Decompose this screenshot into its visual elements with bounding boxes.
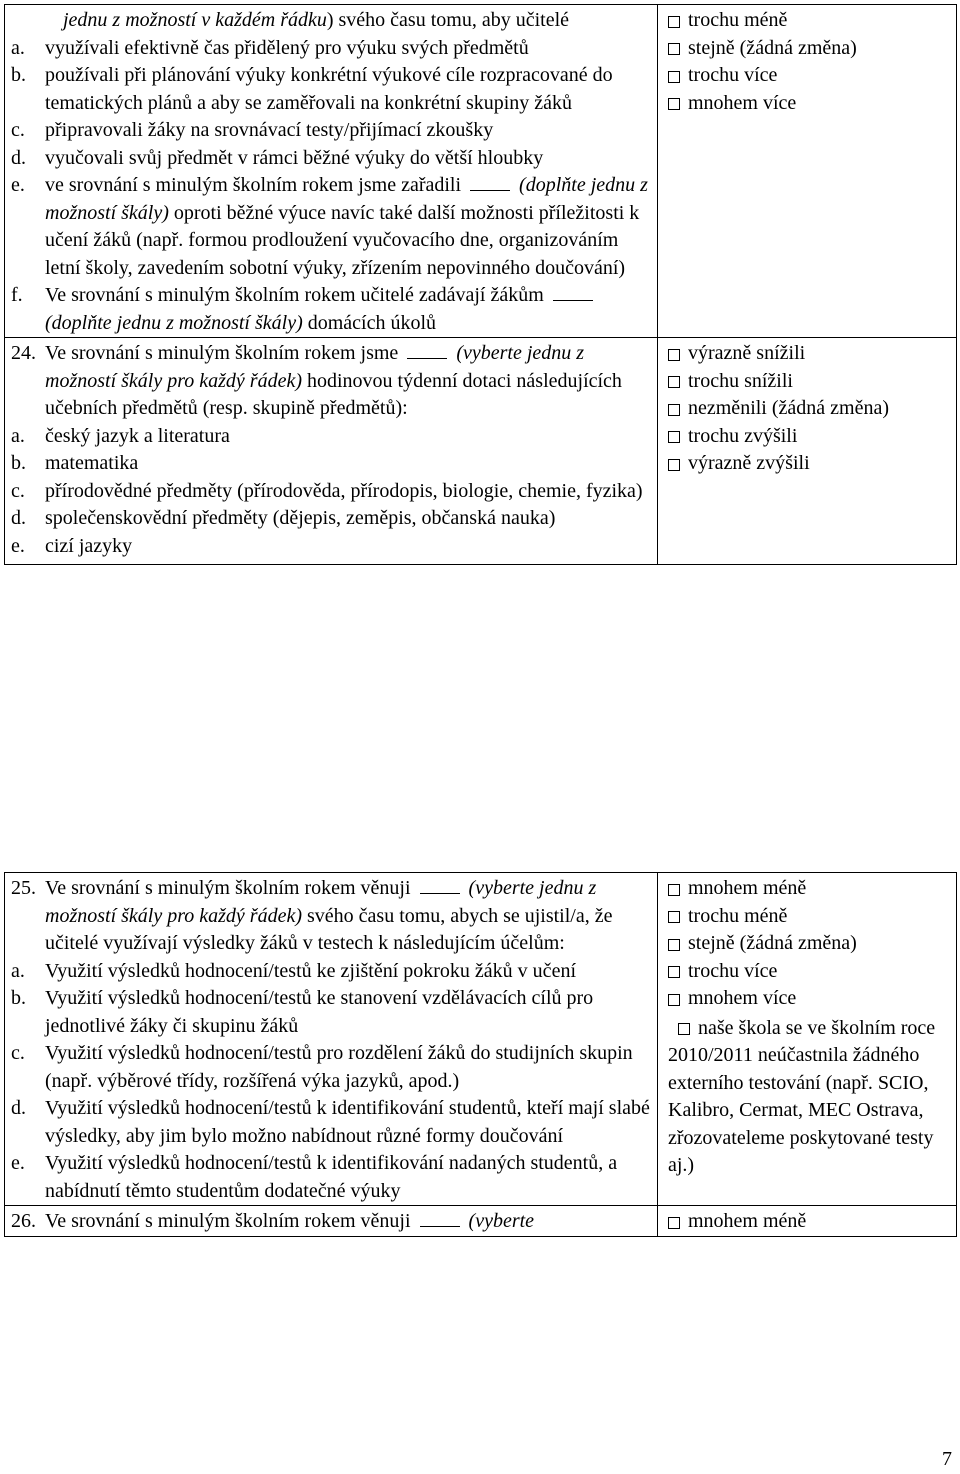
item-text: vyučovali svůj předmět v rámci běžné výuky do větší hloubky xyxy=(45,146,544,169)
page-number: 7 xyxy=(942,1448,952,1470)
list-item xyxy=(11,1095,651,1150)
item-letter: b. xyxy=(11,64,26,86)
options-24 xyxy=(658,338,957,565)
option-label: stejně (žádná změna) xyxy=(688,36,857,59)
option-label: mnohem více xyxy=(688,91,797,114)
scale-option[interactable] xyxy=(668,340,952,368)
list-item xyxy=(11,423,651,451)
checkbox[interactable] xyxy=(668,911,680,923)
question-block-1 xyxy=(5,5,658,338)
option-label: výrazně zvýšili xyxy=(688,452,810,474)
scale-option[interactable] xyxy=(668,930,952,958)
item-letter: c. xyxy=(11,119,25,141)
scale-option[interactable] xyxy=(668,35,952,63)
scale-option[interactable] xyxy=(668,62,952,90)
item-text: cizí jazyky xyxy=(45,534,133,557)
item-text: používali při plánování výuky konkrétní výukové cíle rozpracované do tematických plánů a aby se zaměřovali na konkrétní skupiny žáků xyxy=(45,64,613,114)
option-label: trochu zvýšili xyxy=(688,424,798,447)
scale-option[interactable] xyxy=(668,423,952,451)
option-label: výrazně snížili xyxy=(688,342,806,364)
scale-option[interactable] xyxy=(668,903,952,931)
question-table-2 xyxy=(4,872,957,1237)
list-item xyxy=(11,985,651,1040)
list-item xyxy=(11,145,651,173)
item-text: využívali efektivně čas přidělený pro výuku svých předmětů xyxy=(45,36,529,59)
checkbox[interactable] xyxy=(668,349,680,361)
scale-option[interactable] xyxy=(668,1208,952,1236)
options-block-1 xyxy=(658,5,957,338)
option-label: trochu méně xyxy=(688,9,788,31)
list-item xyxy=(11,450,651,478)
scale-option[interactable] xyxy=(668,395,952,423)
item-letter: c. xyxy=(11,1042,25,1064)
list-item: f. Ve srovnání s minulým školním rokem učitelé zadávají žákům (doplňte jednu z možností škály) domácích úkolů xyxy=(11,282,651,337)
checkbox[interactable] xyxy=(668,98,680,110)
question-table-1 xyxy=(4,4,957,565)
list-item xyxy=(11,62,651,117)
item-text: český jazyk a literatura xyxy=(45,424,230,447)
question-24: 24. Ve srovnání s minulým školním rokem jsme (vyberte jednu z možností škály pro každý řádek) hodinovou týdenní dotaci následujících učebních předmětů (resp. skupině předmětů): a. český jazyk a literatura b. matematika c. přírodovědné předměty (přírodověda, přírodopis, biologie, chemie, fyzika) d. společenskovědní předměty (dějepis, zeměpis, občanská nauka) e. cizí jazyky xyxy=(5,338,658,565)
option-label: stejně (žádná změna) xyxy=(688,932,857,954)
item-letter: b. xyxy=(11,987,26,1009)
option-label: trochu více xyxy=(688,64,778,86)
checkbox[interactable] xyxy=(668,884,680,896)
answer-blank[interactable] xyxy=(420,875,460,894)
item-text: společenskovědní předměty (dějepis, zeměpis, občanská nauka) xyxy=(45,507,556,529)
option-label: mnohem méně xyxy=(688,1210,807,1232)
item-text: Využití výsledků hodnocení/testů ke zjištění pokroku žáků v učení xyxy=(45,959,576,982)
item-text: připravovali žáky na srovnávací testy/přijímací zkoušky xyxy=(45,119,494,141)
item-text: Využití výsledků hodnocení/testů pro rozdělení žáků do studijních skupin (např. výběrové třídy, rozšířená výka jazyků, apod.) xyxy=(45,1042,633,1092)
scale-option[interactable] xyxy=(668,7,952,35)
item-letter: d. xyxy=(11,146,26,169)
checkbox[interactable] xyxy=(668,404,680,416)
checkbox[interactable] xyxy=(668,994,680,1006)
option-label: trochu snížili xyxy=(688,369,793,392)
scale-option[interactable] xyxy=(668,958,952,986)
list-item xyxy=(11,117,651,145)
answer-blank[interactable] xyxy=(420,1208,460,1227)
list-item xyxy=(11,1040,651,1095)
list-item xyxy=(11,533,651,561)
item-letter: d. xyxy=(11,507,26,529)
checkbox[interactable] xyxy=(668,939,680,951)
item-text: přírodovědné předměty (přírodověda, přírodopis, biologie, chemie, fyzika) xyxy=(45,479,643,502)
question-number: 24. xyxy=(11,342,36,364)
item-letter: b. xyxy=(11,452,26,474)
intro-text: ) svého času tomu, aby učitelé xyxy=(326,9,570,31)
checkbox[interactable] xyxy=(678,1023,690,1035)
option-label: trochu méně xyxy=(688,904,788,927)
list-item xyxy=(11,35,651,63)
item-text: matematika xyxy=(45,452,139,474)
option-label: mnohem více xyxy=(688,987,797,1009)
scale-option[interactable] xyxy=(668,985,952,1013)
scale-option[interactable] xyxy=(668,368,952,396)
answer-blank[interactable] xyxy=(553,282,593,301)
option-label: mnohem méně xyxy=(688,877,807,899)
item-text: Využití výsledků hodnocení/testů k identifikování studentů, kteří mají slabé výsledky, aby jim bylo možno nabídnout různé formy doučování xyxy=(45,1097,650,1147)
item-text: Využití výsledků hodnocení/testů k identifikování nadaných studentů, a nabídnutí těmto studentům dodatečné výuky xyxy=(45,1152,618,1202)
intro-italic: jednu z možností v každém řádku xyxy=(63,9,327,31)
options-25 xyxy=(658,873,957,1206)
checkbox[interactable] xyxy=(668,71,680,83)
option-label: nezměnili (žádná změna) xyxy=(688,397,889,419)
item-letter: e. xyxy=(11,1152,25,1174)
item-letter: c. xyxy=(11,479,25,502)
item-letter: e. xyxy=(11,534,25,557)
options-26 xyxy=(658,1206,957,1237)
item-letter: a. xyxy=(11,959,25,982)
list-item xyxy=(11,505,651,533)
checkbox[interactable] xyxy=(668,966,680,978)
checkbox[interactable] xyxy=(668,16,680,28)
question-26: 26. Ve srovnání s minulým školním rokem věnuji (vyberte xyxy=(5,1206,658,1237)
answer-blank[interactable] xyxy=(407,340,447,359)
scale-option[interactable] xyxy=(668,875,952,903)
item-letter: a. xyxy=(11,36,25,59)
checkbox[interactable] xyxy=(668,43,680,55)
item-letter: a. xyxy=(11,424,25,447)
checkbox[interactable] xyxy=(668,431,680,443)
option-no-testing: naše škola se ve školním roce 2010/2011 neúčastnila žádného externího testování (např. SCIO, Kalibro, Cermat, MEC Ostrava, zřozovateleme poskytované testy aj.) xyxy=(668,1016,936,1176)
answer-blank[interactable] xyxy=(470,172,510,191)
checkbox[interactable] xyxy=(668,376,680,388)
question-number: 25. xyxy=(11,877,36,899)
list-item xyxy=(11,1150,651,1205)
list-item xyxy=(11,958,651,986)
list-item xyxy=(11,478,651,506)
checkbox[interactable] xyxy=(668,459,680,471)
item-text: Využití výsledků hodnocení/testů ke stanovení vzdělávacích cílů pro jednotlivé žáky či skupinu žáků xyxy=(45,987,594,1037)
scale-option[interactable] xyxy=(668,90,952,118)
scale-option[interactable] xyxy=(668,450,952,478)
item-letter: d. xyxy=(11,1097,26,1119)
checkbox[interactable] xyxy=(668,1217,680,1229)
list-item: e. ve srovnání s minulým školním rokem jsme zařadili (doplňte jednu z možností škály) oproti běžné výuce navíc také další možnosti příležitosti k učení žáků (např. formou prodloužení vyučovacího dne, organizováním letní školy, zavedením sobotní výuky, zřízením nepovinného doučování) xyxy=(11,174,648,279)
option-label: trochu více xyxy=(688,959,778,982)
question-number: 26. xyxy=(11,1210,36,1232)
question-25: 25. Ve srovnání s minulým školním rokem věnuji (vyberte jednu z možností škály pro každý řádek) svého času tomu, abych se ujistil/a, že učitelé využívají výsledky žáků v testech k následujícím účelům: a. Využití výsledků hodnocení/testů ke zjištění pokroku žáků v učení b. Využití výsledků hodnocení/testů ke stanovení vzdělávacích cílů pro jednotlivé žáky či skupinu žáků c. Využití výsledků hodnocení/testů pro rozdělení žáků do studijních skupin (např. výběrové třídy, rozšířená výka jazyků, apod.) d. Využití výsledků hodnocení/testů k identifikování studentů, kteří mají slabé výsledky, aby jim bylo možno nabídnout různé formy doučování e. Využití výsledků hodnocení/testů k identifikování nadaných studentů, a nabídnutí těmto studentům dodatečné výuky xyxy=(5,873,658,1206)
